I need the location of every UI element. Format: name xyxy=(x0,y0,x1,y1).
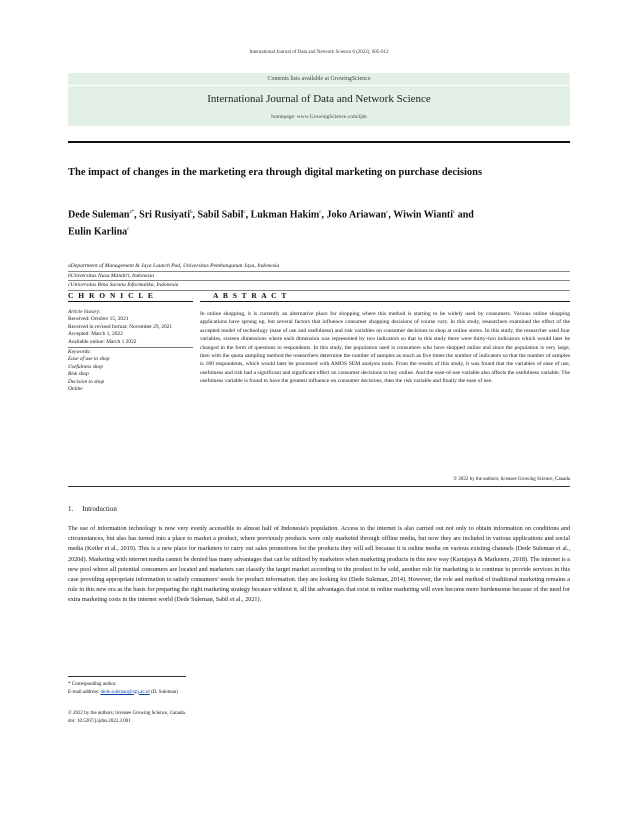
keyword-item: Ease of use to shop xyxy=(68,356,110,363)
footnote-rule xyxy=(68,676,186,677)
abstract-bottom-rule xyxy=(68,486,570,487)
abstract-body: In online shopping, it is currently an alternative place for shopping where this method is starting to be widely used by consumers. Various online shopping applications have sprung up, but several factors that influence consumer shopping decisions of course vary. In this study, researchers examined the effect of the accepted model of technology (ease of use and usefulness) and risk variables on consumer decisions to shop at online stores. In this study, the researcher used four variables, sixteen dimensions where each dimension was represented by two indicators so that in this study there were thirty-two indicators which would later be changed in the form of questions to respondents. In this study, the population used is consumers who have shopped online and since the population is very large, then with the quota sampling method the researchers determine the number of samples as much as five times the number of indicators so that the number of samples is 180 respondents, which would later be processed with AMOS SEM analysis tools. From the results of this study, it was found that the variables of ease of use, usefulness and risk had a significant and significant effect on consumer decisions to buy online. And the ease-of-use variable also affects the usefulness variable. The usefulness variable is found to have the greatest influence on consumer decisions, then the risk variable and finally the ease of use. xyxy=(200,311,570,385)
author-name: Lukman Hakim xyxy=(250,209,320,221)
author-name: Dede Suleman xyxy=(68,209,130,221)
corresponding-label: * Corresponding author. xyxy=(68,682,117,687)
keyword-item: Online xyxy=(68,386,83,393)
author-name: Eulin Karlina xyxy=(68,226,128,238)
contents-line: Contents lists available at GrowingScience xyxy=(267,76,371,82)
abstract-heading: A B S T R A C T xyxy=(213,291,288,300)
introduction-heading xyxy=(68,505,117,513)
author-list xyxy=(68,205,568,240)
email-line xyxy=(68,689,178,697)
section-title: Introduction xyxy=(82,505,117,513)
running-head: International Journal of Data and Network Science 6 (2022), 605-612 xyxy=(249,50,389,55)
revised-date: Received in revised format: November 29, 2021 xyxy=(68,323,173,330)
author-affiliation-mark: a* xyxy=(129,210,135,215)
copyright-line: © 2022 by the authors; licensee Growing Science, Canada. xyxy=(68,711,186,716)
author-affiliation-mark: c xyxy=(386,210,389,215)
chronicle-rule xyxy=(68,301,193,302)
author-affiliation-mark: c xyxy=(319,210,322,215)
affiliation-b: bUniversitas Nusa Mandiri, Indonesia xyxy=(68,272,570,282)
chronicle-heading: C H R O N I C L E xyxy=(68,291,155,300)
publication-footnote xyxy=(68,710,186,726)
affiliations xyxy=(68,262,570,291)
keyword-item: Usefulness shop xyxy=(68,363,103,370)
author-name: Sabil Sabil xyxy=(197,209,244,221)
banner-divider xyxy=(68,85,570,86)
section-number: 1. xyxy=(68,505,74,513)
keyword-item: Decision to shop xyxy=(68,378,105,385)
article-info xyxy=(68,309,193,393)
authors-line-1: Dede Suleman$^{a*}$, Sri Rusiyati$^b$, Sabil Sabil$^c$, Lukman Hakim$^c$, Joko Ariawan$^c$, Wiwin Wianti$^c$ and xyxy=(68,209,474,221)
keyword-item: Risk shop xyxy=(68,371,89,378)
author-affiliation-mark: b xyxy=(189,210,193,215)
keywords-heading: Keywords: xyxy=(68,349,92,356)
history-heading: Article history: xyxy=(68,309,101,315)
info-divider xyxy=(68,347,193,348)
affiliation-c: cUniversitas Bina Sarana Informatika, Indonesia xyxy=(68,281,570,291)
copyright-notice: © 2022 by the authors; licensee Growing Science, Canada xyxy=(453,477,570,482)
doi-line: doi: 10.5267/j.ijdns.2022.3.001 xyxy=(68,718,131,724)
email-label: E-mail address: xyxy=(68,689,101,695)
journal-title: International Journal of Data and Network Science xyxy=(207,93,431,105)
author-affiliation-mark: c xyxy=(127,227,130,233)
received-date: Received: October 15, 2021 xyxy=(68,316,129,323)
abstract-rule xyxy=(200,301,570,302)
email-suffix: (D. Suleman) xyxy=(149,689,178,695)
email-link[interactable]: dede.suleman@upj.ac.id xyxy=(100,689,150,695)
paper-title: The impact of changes in the marketing era through digital marketing on purchase decisions xyxy=(68,167,483,178)
author-affiliation-mark: c xyxy=(243,210,246,215)
accepted-date: Accepted: March 1, 2022 xyxy=(68,331,123,338)
online-date: Available online: March 1 2022 xyxy=(68,338,137,345)
corresponding-footnote xyxy=(68,681,178,696)
introduction-paragraph: The use of information technology is now very evenly accessible to almost half of Indonesia's population. Access to the internet is also carried out not only to obtain information on conditions and circumstances, but also has turned into a place to market a product, where previously products were only marketed through offline media, but now they are included in various applications and social media (Kotler et al., 2019). This is a new place for marketers to carry out sales promotions for the products they will sell because it is online media on various existing channels (Dede Suleman et al., 2020d). Marketing with internet media cannot be denied has many advantages that can be utilized by marketers when marketing products in this new way (Kartajaya & Marketers, 2018). The internet is a new pool where all potential consumers are located and marketers can classify the target market according to the product to be sold, another role for marketing is to continue to provide services in this case providing appropriate information to satisfy consumers' needs for product information. they are looking for (Dede Suleman, 2014). However, the role and method of traditional marketing remains a rule in this new era as the basis for preparing the right marketing strategy because without it, all the advantages that exist in online marketing will even become more burdensome because of the need for extra marketing costs in the internet world (Dede Suleman, Sabil et al., 2021). xyxy=(68,525,570,604)
header-rule xyxy=(68,141,570,143)
journal-banner xyxy=(68,73,570,126)
author-name: Sri Rusiyati xyxy=(139,209,190,221)
author-name: Wiwin Wianti xyxy=(393,209,453,221)
affiliation-a: aDepartment of Management & Jaya Launch Pad, Universitas Pembangunan Jaya, Indonesia xyxy=(68,262,570,272)
journal-homepage: homepage: www.GrowingScience.com/ijds xyxy=(271,114,367,120)
authors-line-2 xyxy=(68,222,568,239)
author-name: Joko Ariawan xyxy=(326,209,387,221)
author-affiliation-mark: c xyxy=(453,210,456,215)
